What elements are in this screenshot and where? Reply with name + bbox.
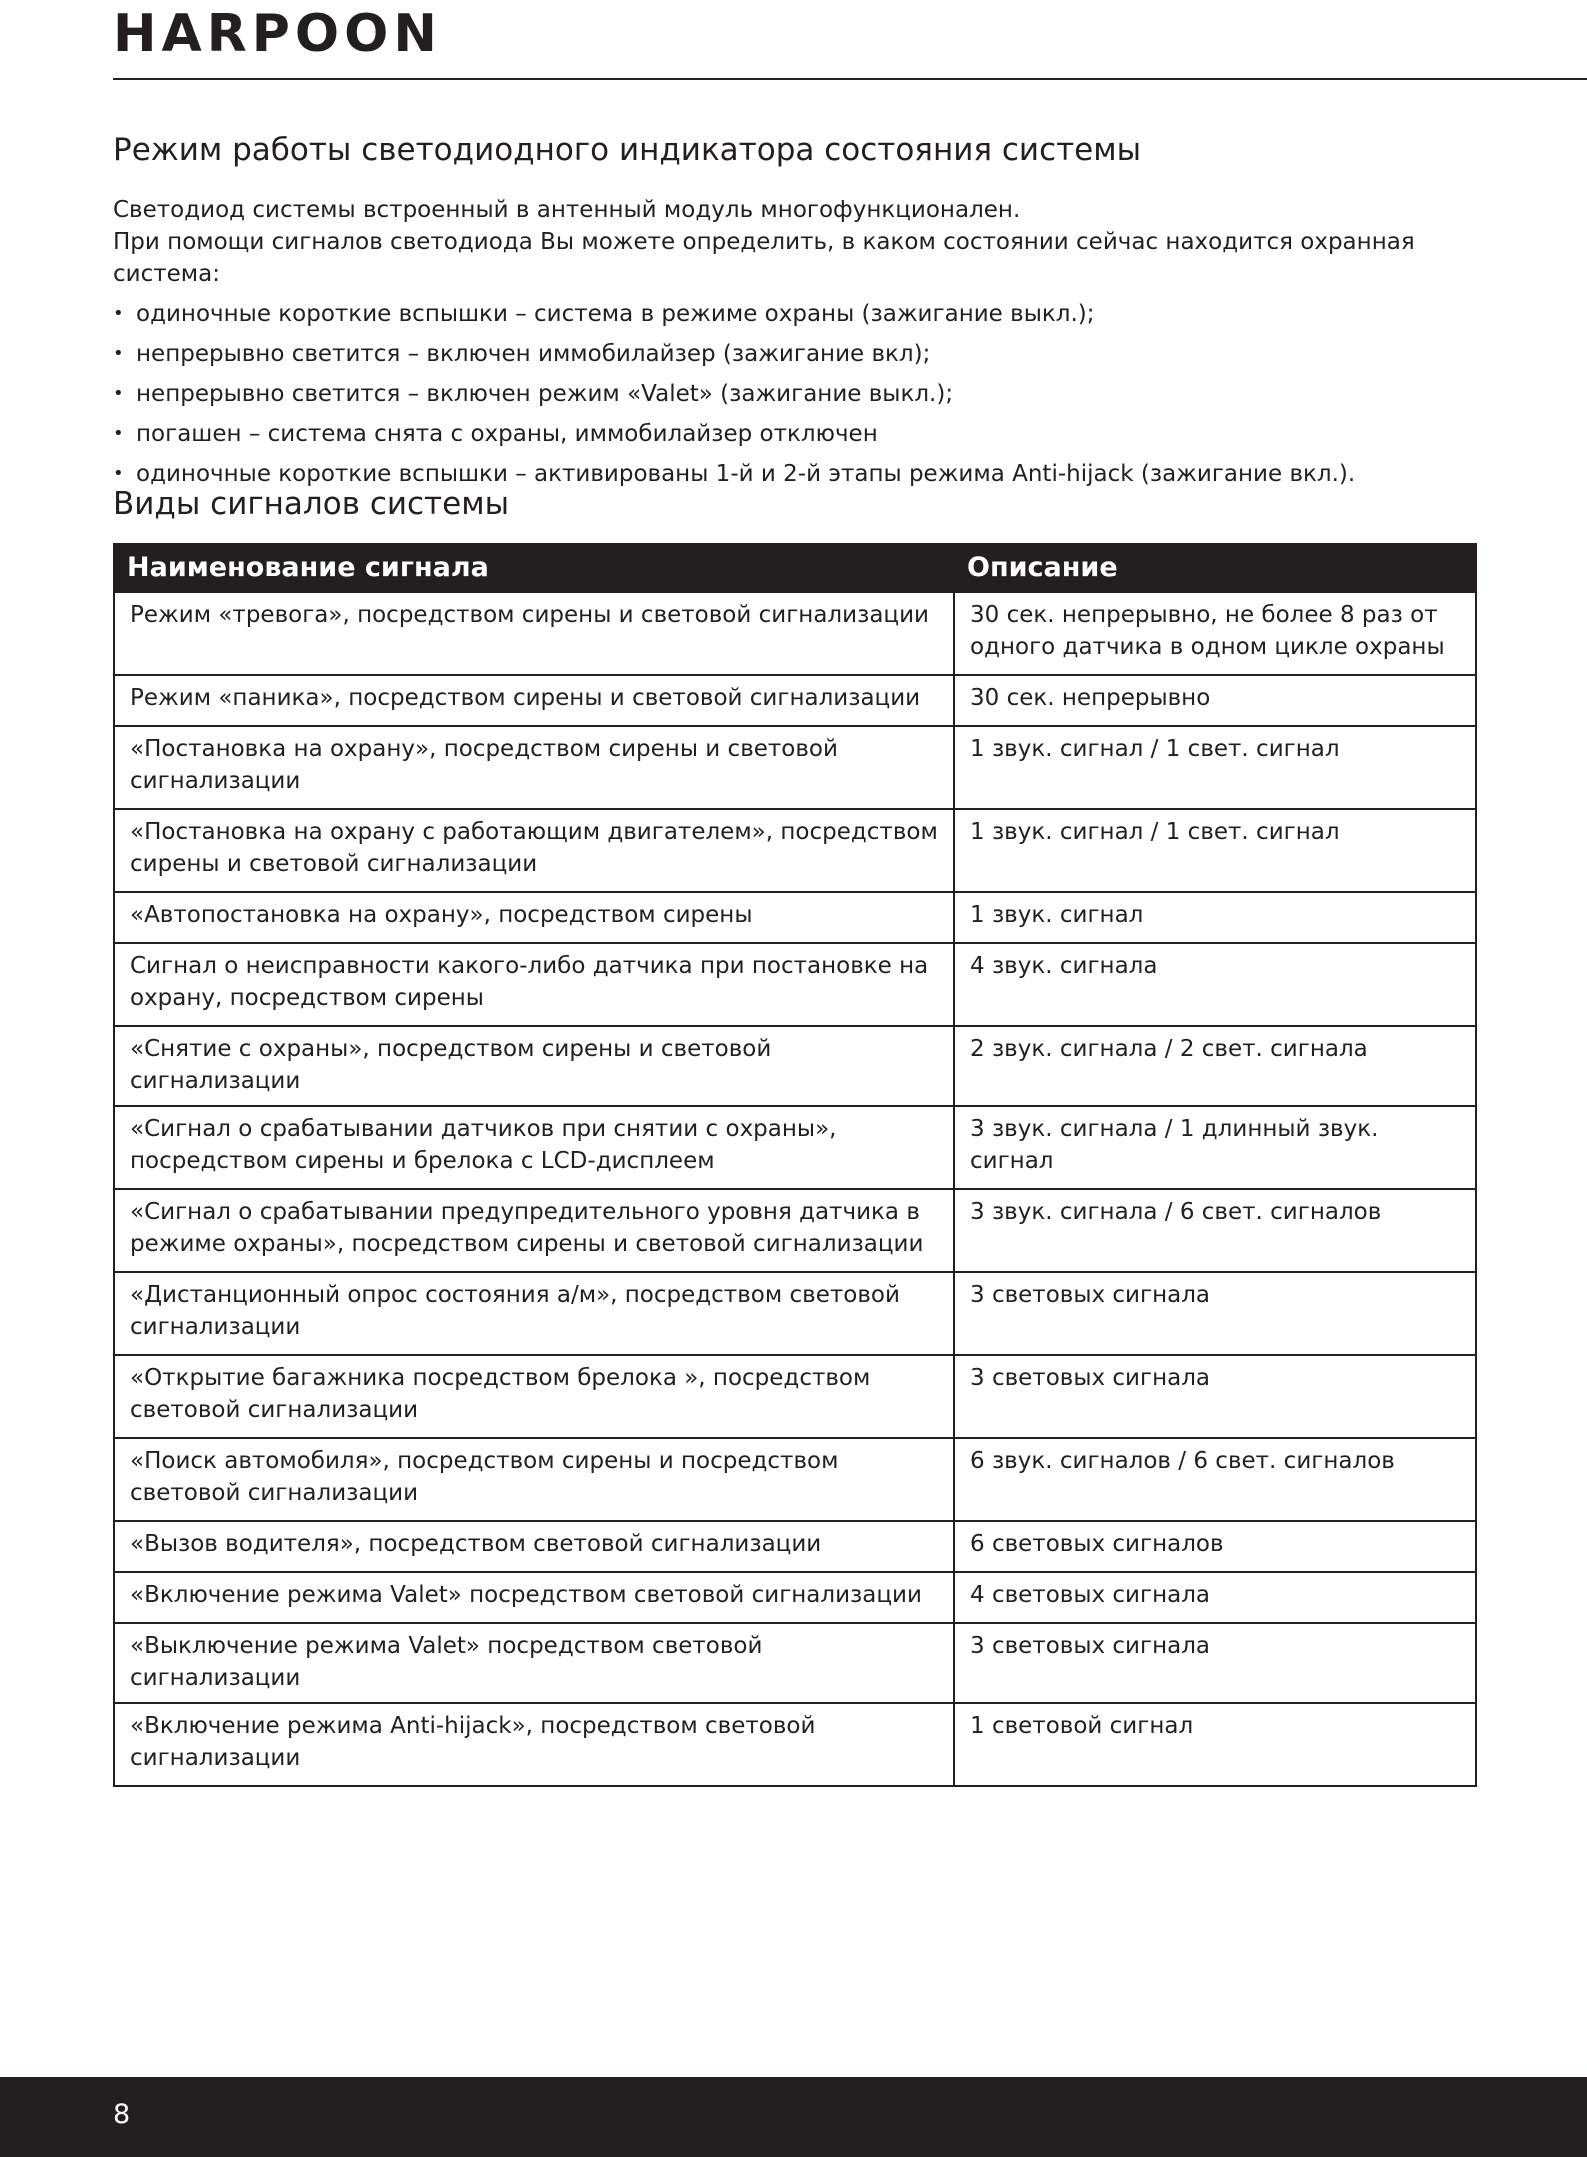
brand-logo xyxy=(113,4,573,64)
signal-desc-cell: 6 звук. сигналов / 6 свет. сигналов xyxy=(954,1438,1476,1521)
list-item: • непрерывно светится – включен иммобилайзер (зажигание вкл); xyxy=(113,334,1493,374)
led-mode-intro xyxy=(113,194,1493,494)
signal-desc-cell: 6 световых сигналов xyxy=(954,1521,1476,1572)
table-row xyxy=(114,1189,1476,1272)
signal-name-cell: «Автопостановка на охрану», посредством сирены xyxy=(114,892,954,943)
signal-name-cell: «Постановка на охрану с работающим двигателем», посредством сирены и световой сигнализации xyxy=(114,809,954,892)
signal-name-cell: «Открытие багажника посредством брелока », посредством световой сигнализации xyxy=(114,1355,954,1438)
signal-desc-cell: 1 звук. сигнал / 1 свет. сигнал xyxy=(954,726,1476,809)
signal-name-cell: «Снятие с охраны», посредством сирены и световой сигнализации xyxy=(114,1026,954,1106)
signal-desc-cell: 30 сек. непрерывно, не более 8 раз от одного датчика в одном цикле охраны xyxy=(954,592,1476,675)
table-row xyxy=(114,943,1476,1026)
signal-desc-cell: 2 звук. сигнала / 2 свет. сигнала xyxy=(954,1026,1476,1106)
signal-name-cell: «Сигнал о срабатывании датчиков при снятии с охраны», посредством сирены и брелока с LCD-дисплеем xyxy=(114,1106,954,1189)
table-row xyxy=(114,1572,1476,1623)
signal-desc-cell: 3 звук. сигнала / 1 длинный звук. сигнал xyxy=(954,1106,1476,1189)
table-row xyxy=(114,1355,1476,1438)
signal-name-cell: «Поиск автомобиля», посредством сирены и посредством световой сигнализации xyxy=(114,1438,954,1521)
table-row xyxy=(114,1438,1476,1521)
section-title-signals: Виды сигналов системы xyxy=(113,486,510,522)
signal-name-cell: Сигнал о неисправности какого-либо датчика при постановке на охрану, посредством сирены xyxy=(114,943,954,1026)
table-row xyxy=(114,592,1476,675)
signal-desc-cell: 3 световых сигнала xyxy=(954,1623,1476,1703)
signal-desc-cell: 4 световых сигнала xyxy=(954,1572,1476,1623)
page-number: 8 xyxy=(113,2099,131,2130)
signal-name-cell: «Вызов водителя», посредством световой сигнализации xyxy=(114,1521,954,1572)
table-row xyxy=(114,1703,1476,1786)
signals-table xyxy=(113,543,1477,1787)
list-item: • одиночные короткие вспышки – система в режиме охраны (зажигание выкл.); xyxy=(113,294,1493,334)
table-row xyxy=(114,1521,1476,1572)
signal-desc-cell: 3 световых сигнала xyxy=(954,1272,1476,1355)
list-item: • непрерывно светится – включен режим «Valet» (зажигание выкл.); xyxy=(113,374,1493,414)
signal-desc-cell: 30 сек. непрерывно xyxy=(954,675,1476,726)
footer-bar xyxy=(0,2077,1587,2157)
signal-desc-cell: 1 звук. сигнал xyxy=(954,892,1476,943)
table-row xyxy=(114,1272,1476,1355)
section-title-led-mode: Режим работы светодиодного индикатора состояния системы xyxy=(113,132,1142,168)
table-row xyxy=(114,675,1476,726)
table-row xyxy=(114,1026,1476,1106)
signal-name-cell: «Включение режима Valet» посредством световой сигнализации xyxy=(114,1572,954,1623)
signal-desc-cell: 4 звук. сигнала xyxy=(954,943,1476,1026)
brand-logo-text: HARPOON xyxy=(113,4,442,64)
signal-desc-cell: 3 звук. сигнала / 6 свет. сигналов xyxy=(954,1189,1476,1272)
signal-name-cell: Режим «тревога», посредством сирены и световой сигнализации xyxy=(114,592,954,675)
table-row xyxy=(114,726,1476,809)
list-item: • погашен – система снята с охраны, иммобилайзер отключен xyxy=(113,414,1493,454)
intro-line: Светодиод системы встроенный в антенный модуль многофункционален. xyxy=(113,197,1021,223)
table-row xyxy=(114,809,1476,892)
signal-name-cell: «Дистанционный опрос состояния а/м», посредством световой сигнализации xyxy=(114,1272,954,1355)
intro-line: При помощи сигналов светодиода Вы можете определить, в каком состоянии сейчас находится охранная система: xyxy=(113,229,1415,287)
table-row xyxy=(114,1106,1476,1189)
signal-name-cell: «Выключение режима Valet» посредством световой сигнализации xyxy=(114,1623,954,1703)
table-row xyxy=(114,1623,1476,1703)
signal-desc-cell: 1 звук. сигнал / 1 свет. сигнал xyxy=(954,809,1476,892)
led-states-list xyxy=(113,294,1493,494)
signal-name-cell: Режим «паника», посредством сирены и световой сигнализации xyxy=(114,675,954,726)
signal-name-cell: «Постановка на охрану», посредством сирены и световой сигнализации xyxy=(114,726,954,809)
table-row xyxy=(114,892,1476,943)
list-item: • одиночные короткие вспышки – активированы 1-й и 2-й этапы режима Anti-hijack (зажигание вкл.). xyxy=(113,454,1493,494)
signal-desc-cell: 1 световой сигнал xyxy=(954,1703,1476,1786)
table-header-row xyxy=(114,544,1476,592)
signal-desc-cell: 3 световых сигнала xyxy=(954,1355,1476,1438)
column-header-signal-name: Наименование сигнала xyxy=(114,544,954,592)
header-divider xyxy=(113,78,1587,80)
signal-name-cell: «Включение режима Anti-hijack», посредством световой сигнализации xyxy=(114,1703,954,1786)
column-header-description: Описание xyxy=(954,544,1476,592)
signal-name-cell: «Сигнал о срабатывании предупредительного уровня датчика в режиме охраны», посредством сирены и световой сигнализации xyxy=(114,1189,954,1272)
